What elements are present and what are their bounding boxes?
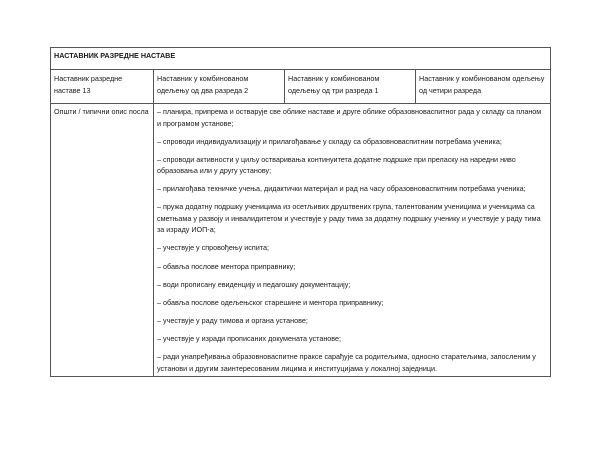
duty-item: – води прописану евиденцију и педагошку документацију; <box>157 279 351 289</box>
header-cell: Наставник у комбинованом одељењу од три разреда 1 <box>285 70 416 104</box>
duty-item: – спроводи активности у циљу остваривања континуитета додатне подршке при преласку на наредни ниво образовања или у другу установу; <box>157 154 516 176</box>
duty-item: – учествује у спровођењу испита; <box>157 243 270 253</box>
duties-cell <box>154 104 551 377</box>
table-title: НАСТАВНИК РАЗРЕДНЕ НАСТАВЕ <box>51 48 551 70</box>
duty-item: – учествује у изради прописаних докумената установе; <box>157 333 342 343</box>
row-label: Општи / типични опис посла <box>51 104 154 377</box>
duty-item: – ради унапређивања образовноваспитне праксе сарађује са родитељима, односно старатељима, запосленим у установи и другим заинтересованим лицима и институцијама у локалној заједници. <box>157 352 536 373</box>
duty-item: – планира, припрема и остварује све облике наставе и друге облике образовноваспитног рада у складу са планом и програмом установе; <box>157 107 542 128</box>
duty-item: – спроводи индивидуализацију и прилагођавање у складу са образовноваспитним потребама ученика; <box>157 136 502 146</box>
title-row <box>51 48 551 70</box>
header-cell: Наставник у комбинованом одељењу од четири разреда <box>416 70 551 104</box>
header-cell: Наставник у комбинованом одељењу од два разреда 2 <box>154 70 285 104</box>
job-description-table <box>50 47 551 377</box>
header-cell: Наставник разредне наставе 13 <box>51 70 154 104</box>
duty-item: – прилагођава техничке учења, дидактички материјал и рад на часу образовноваспитним потребама ученика; <box>157 184 526 194</box>
duties-row <box>51 104 551 377</box>
duty-item: – пружа додатну подршку ученицима из осетљивих друштвених група, талентованим ученицима и ученицима са сметњама у развоју и инвалидитетом и учествује у раду тима за додатну подршку ученику и учествује у раду тима за израду ИОП-а; <box>157 202 541 235</box>
duty-item: – обавља послове ментора приправнику; <box>157 261 296 271</box>
header-row <box>51 70 551 104</box>
duty-item: – обавља послове одељењског старешине и ментора приправнику; <box>157 297 384 307</box>
duty-item: – учествује у раду тимова и органа установе; <box>157 315 308 325</box>
